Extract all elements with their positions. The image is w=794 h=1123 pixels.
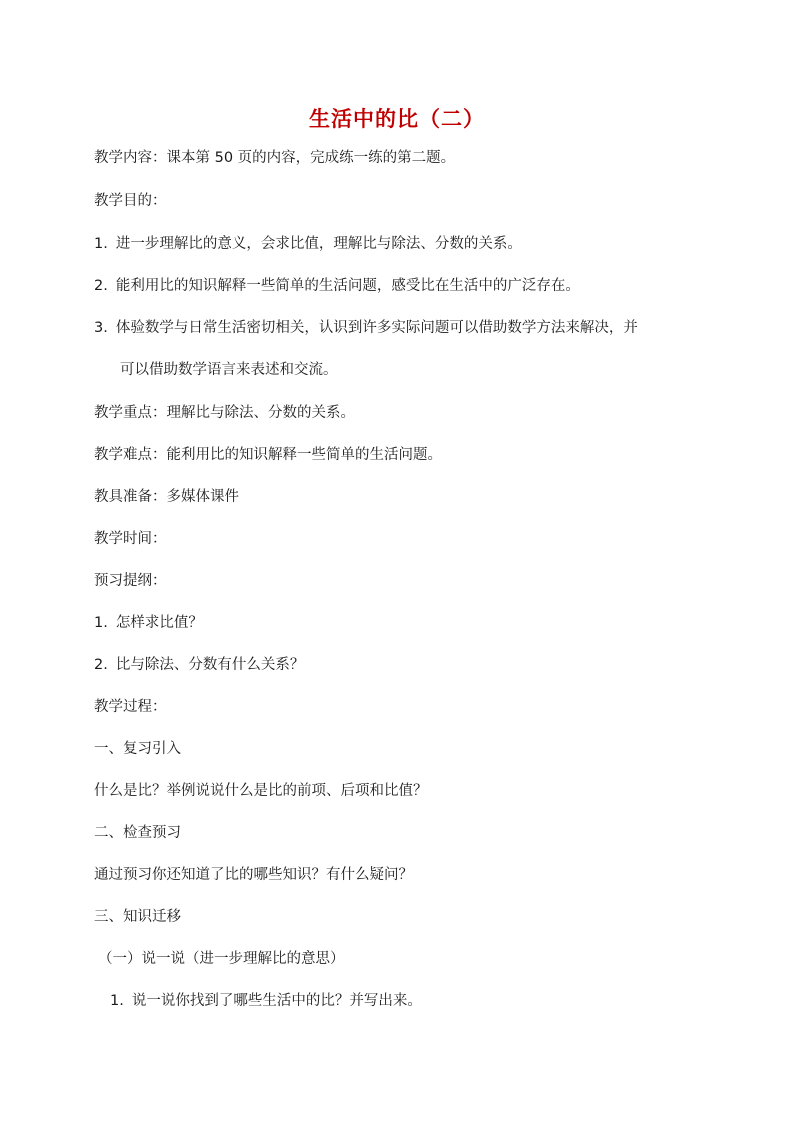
- list-text: 怎样求比值？: [115, 615, 203, 631]
- section-heading: 一、复习引入: [94, 741, 181, 757]
- list-text: 能利用比的知识解释一些简单的生活问题，感受比在生活中的广泛存在。: [115, 278, 580, 294]
- list-number: 1.: [94, 236, 108, 252]
- list-text: 体验数学与日常生活密切相关，认识到许多实际问题可以借助数学方法来解决，并: [115, 320, 638, 336]
- list-text: 比与除法、分数有什么关系？: [115, 657, 305, 673]
- list-number: 1.: [94, 615, 108, 631]
- section-heading: 二、检查预习: [94, 825, 181, 841]
- teaching-difficulty: 教学难点：能利用比的知识解释一些简单的生活问题。: [94, 447, 442, 463]
- teaching-focus: 教学重点：理解比与除法、分数的关系。: [94, 405, 355, 421]
- preview-outline-heading: 预习提纲：: [94, 573, 167, 589]
- list-item: [110, 991, 422, 1011]
- paragraph: 什么是比？举例说说什么是比的前项、后项和比值？: [94, 783, 428, 799]
- list-item: [94, 655, 304, 675]
- section-heading: 三、知识迁移: [94, 909, 181, 925]
- paragraph: 通过预习你还知道了比的哪些知识？有什么疑问？: [94, 867, 413, 883]
- teaching-content: 教学内容：课本第 50 页的内容，完成练一练的第二题。: [94, 150, 456, 166]
- teaching-process-heading: 教学过程：: [94, 699, 167, 715]
- list-item: [94, 318, 638, 338]
- list-item: [94, 234, 522, 254]
- list-text: 说一说你找到了哪些生活中的比？并写出来。: [131, 993, 422, 1009]
- list-text: 进一步理解比的意义，会求比值，理解比与除法、分数的关系。: [115, 236, 522, 252]
- list-number: 3.: [94, 320, 108, 336]
- list-number: 2.: [94, 278, 108, 294]
- list-continuation: 可以借助数学语言来表述和交流。: [120, 362, 338, 378]
- document-title: 生活中的比（二）: [309, 106, 485, 131]
- subsection-heading: （一）说一说（进一步理解比的意思）: [98, 951, 345, 967]
- list-number: 1.: [110, 993, 124, 1009]
- list-item: [94, 276, 580, 296]
- teaching-time: 教学时间：: [94, 531, 167, 547]
- list-item: [94, 613, 203, 633]
- teaching-aids: 教具准备：多媒体课件: [94, 489, 239, 505]
- list-number: 2.: [94, 657, 108, 673]
- teaching-goals-heading: 教学目的：: [94, 193, 167, 209]
